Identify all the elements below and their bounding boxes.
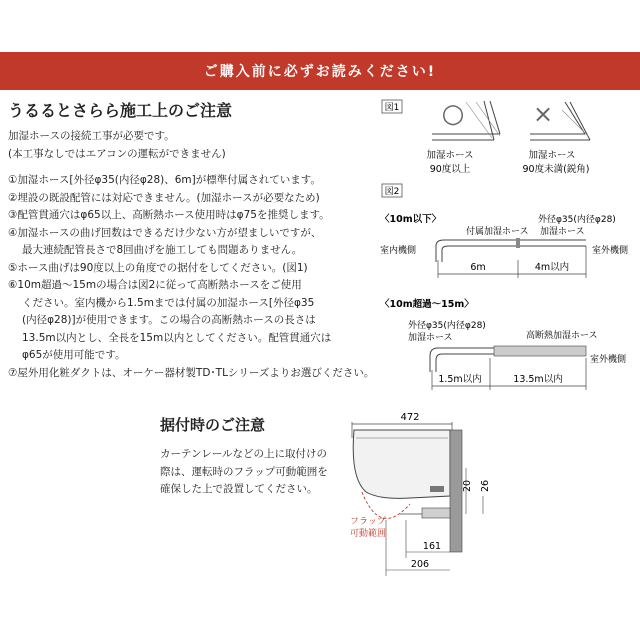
case2-insulated-label: 高断熱加湿ホース <box>526 331 598 341</box>
notice-item: ③配管貫通穴はφ65以上、高断熱ホース使用時はφ75を推奨します。 <box>8 209 330 221</box>
indoor-unit <box>353 430 450 498</box>
install-text <box>160 446 328 499</box>
dim-161: 161 <box>422 541 442 552</box>
intro-line-2: (本工事なしではエアコンの運転ができません) <box>8 148 226 160</box>
curtain-rail <box>400 508 450 518</box>
case1-outer-label-2: 加湿ホース <box>540 227 585 237</box>
fig2-label: 図2 <box>384 187 400 197</box>
ok-caption-2: 90度以上 <box>429 164 471 175</box>
dim-26: 26 <box>480 479 491 492</box>
notice-item-continuation: ください。室内機から1.5mまでは付属の加湿ホース[外径φ35 <box>22 296 315 309</box>
case2-hose-label: 加湿ホース <box>408 333 453 343</box>
figure-2 <box>378 180 640 405</box>
notice-item-continuation: φ65が使用可能です。 <box>22 349 126 361</box>
case2-outer-label: 外径φ35(内径φ28) <box>408 321 486 331</box>
dim-width: 472 <box>400 412 420 423</box>
ng-caption-1: 加湿ホース <box>528 150 576 161</box>
install-line-1: カーテンレールなどの上に取付けの <box>160 448 328 460</box>
ok-mark: ○ <box>441 99 465 129</box>
dim-206: 206 <box>410 559 430 570</box>
notice-item-continuation: 13.5m以内とし、全長を15m以内としてください。配管貫通穴は <box>22 331 332 344</box>
case1-title: 〈10m以下〉 <box>380 214 442 225</box>
section-title: うるるとさらら施工上のご注意 <box>8 101 233 120</box>
wall <box>450 430 462 552</box>
notice-banner <box>0 52 640 90</box>
figure-1 <box>380 96 636 186</box>
notice-item: ④加湿ホースの曲げ回数はできるだけ少ない方が望ましいですが、 <box>8 226 322 239</box>
install-line-3: 確保した上で設置してください。 <box>160 483 318 495</box>
intro-line-1: 加湿ホースの接続工事が必要です。 <box>8 130 175 142</box>
notice-item: ②埋設の既設配管には対応できません。(加湿ホースが必要なため) <box>8 191 320 204</box>
install-diagram <box>340 408 510 584</box>
notice-item-continuation: (内径φ28)]が使用できます。この場合の高断熱ホースの長さは <box>22 314 316 326</box>
install-line-2: 際は、運転時のフラップ可動範囲を <box>160 465 328 478</box>
case1-hose-label: 付属加湿ホース <box>466 227 529 237</box>
notice-item: ⑥10m超過～15mの場合は図2に従って高断熱ホースをご使用 <box>8 279 302 291</box>
case2-dim-1: 1.5m以内 <box>438 374 482 385</box>
dim-20: 20 <box>462 479 473 492</box>
case1-indoor: 室内機側 <box>380 246 417 256</box>
case1-dim-1: 6m <box>470 262 486 273</box>
install-title: 据付時のご注意 <box>160 416 266 434</box>
flap-label <box>350 516 386 540</box>
notice-item-continuation: 最大連続配管長さで8回曲げを施工しても問題ありません。 <box>22 244 303 256</box>
case1-dim-2: 4m以内 <box>534 262 570 273</box>
flap-label-1: フラップ <box>350 517 386 527</box>
fig1-label: 図1 <box>384 103 400 113</box>
banner-text: ご購入前に必ずお読みください! <box>203 64 437 80</box>
case1-outer-label: 外径φ35(内径φ28) <box>538 215 616 225</box>
ng-mark: × <box>532 100 554 128</box>
ng-caption-2: 90度未満(鋭角) <box>522 164 590 175</box>
flap-label-2: 可動範囲 <box>350 529 387 539</box>
case2-title: 〈10m超過～15m〉 <box>380 299 474 310</box>
case2-hose <box>430 346 586 372</box>
case2-dim-2: 13.5m以内 <box>513 374 563 385</box>
ok-caption-1: 加湿ホース <box>426 150 474 161</box>
case2-outdoor: 室外機側 <box>590 355 627 365</box>
case1-hose <box>436 238 586 262</box>
notice-item: ①加湿ホース[外径φ35(内径φ28)、6m]が標準付属されています。 <box>8 174 321 186</box>
notice-item: ⑤ホース曲げは90度以上の角度での据付をしてください。(図1) <box>8 261 308 274</box>
notice-list <box>8 172 388 382</box>
case1-outdoor: 室外機側 <box>592 246 629 256</box>
notice-item: ⑦屋外用化粧ダクトは、オーケー器材製TD･TLシリーズよりお選びください。 <box>8 366 375 379</box>
